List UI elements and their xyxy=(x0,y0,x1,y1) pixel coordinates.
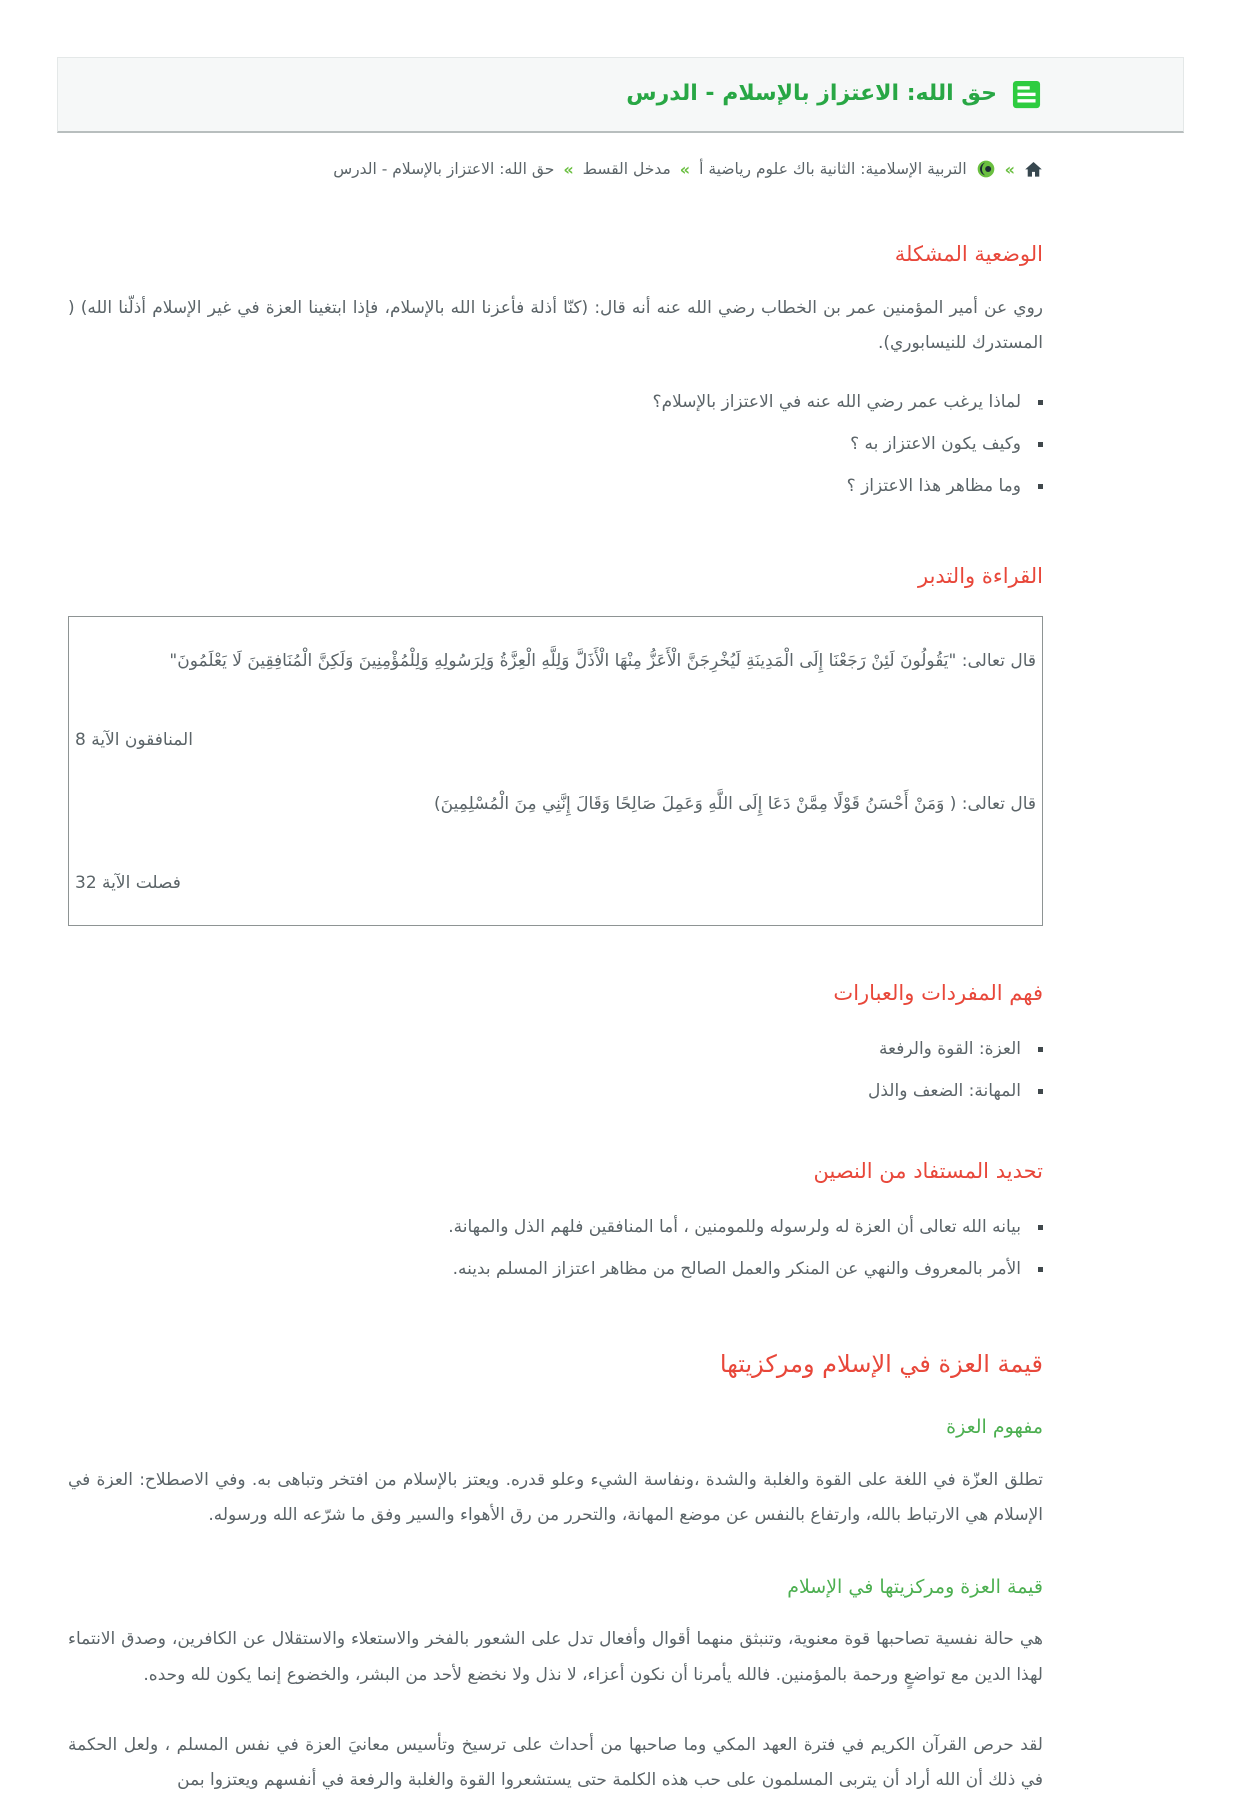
breadcrumb-separator: » xyxy=(679,159,691,179)
list-item: ▪ المهانة: الضعف والذل xyxy=(68,1077,1027,1106)
section-heading-problem: الوضعية المشكلة xyxy=(894,242,1043,266)
problem-questions-list xyxy=(68,388,1043,501)
quran-verses-box xyxy=(68,616,1043,926)
list-item: ▪ العزة: القوة والرفعة xyxy=(68,1035,1027,1064)
breadcrumb-separator: » xyxy=(563,159,574,179)
verse-text: قال تعالى: ( وَمَنْ أَحْسَنُ قَوْلًا مِمَّنْ دَعَا إِلَى اللَّهِ وَعَمِلَ صَالِحًا وَقَالَ إِنَّنِي مِنَ الْمُسْلِمِينَ) xyxy=(434,793,1036,814)
centrality-paragraph-2: لقد حرص القرآن الكريم في فترة العهد المكي وما صاحبها من أحداث على ترسيخ وتأسيس معانيَ العزة في نفس المسلم ، ولعل الحكمة في ذلك أن الله أراد أن يتربى المسلمون على حب هذه الكلمة حتى يستشعروا القوة والغلبة والرفعة في أنفسهم ويعتزوا بمن xyxy=(68,1734,1043,1791)
list-item: ▪ وكيف يكون الاعتزاز به ؟ xyxy=(68,430,1027,459)
concept-paragraph: تطلق العزّة في اللغة على القوة والغلبة والشدة ،ونفاسة الشيء وعلو قدره. ويعتز بالإسلام من افتخر وتباهى به. وفي الاصطلاح: العزة في الإسلام هي الارتباط بالله، وارتفاع بالنفس عن موضع المهانة، والتحرر من رق الأهواء والسير وفق ما شرّعه الله ورسوله. xyxy=(68,1469,1043,1526)
page-header xyxy=(57,57,1184,133)
section-heading-benefits: تحديد المستفاد من النصين xyxy=(813,1158,1043,1183)
verse-reference: فصلت الآية 32 xyxy=(75,873,181,894)
centrality-paragraph-1: هي حالة نفسية تصاحبها قوة معنوية، وتنبثق منهما أقوال وأفعال تدل على الشعور بالفخر والاستعلاء والاستقلال عن الكافرين، وصدق الانتماء لهذا الدين مع تواضعٍ ورحمة بالمؤمنين. فالله يأمرنا أن نكون أعزاء، لا نذل ولا نخضع لأحد من البشر، والخضوع إنما يكون لله وحده. xyxy=(68,1629,1043,1686)
breadcrumb-item-unit[interactable]: مدخل القسط xyxy=(582,160,671,178)
subheading-concept: مفهوم العزة xyxy=(946,1416,1043,1439)
benefits-list xyxy=(68,1213,1043,1284)
section-heading-value: قيمة العزة في الإسلام ومركزيتها xyxy=(719,1350,1043,1379)
problem-paragraph: روي عن أمير المؤمنين عمر بن الخطاب رضي الله عنه أنه قال: (كنّا أذلة فأعزنا الله بالإسلام، فإذا ابتغينا العزة في غير الإسلام أذلّنا الله) ( المستدرك للنيسابوري). xyxy=(68,297,1043,354)
subheading-centrality: قيمة العزة ومركزيتها في الإسلام xyxy=(787,1575,1043,1598)
list-icon xyxy=(1011,79,1042,110)
section-heading-vocabulary: فهم المفردات والعبارات xyxy=(833,980,1043,1005)
breadcrumb xyxy=(68,159,1043,179)
lesson-content xyxy=(68,239,1043,1799)
breadcrumb-item-subject[interactable]: التربية الإسلامية: الثانية باك علوم رياضية أ xyxy=(699,160,967,178)
breadcrumb-item-current: حق الله: الاعتزاز بالإسلام - الدرس xyxy=(333,160,555,178)
breadcrumb-separator: » xyxy=(1004,159,1015,179)
list-item: ▪ بيانه الله تعالى أن العزة له ولرسوله وللمومنين ، أما المنافقين فلهم الذل والمهانة. xyxy=(68,1213,1027,1242)
vocabulary-list xyxy=(68,1035,1043,1106)
list-item: ▪ لماذا يرغب عمر رضي الله عنه في الاعتزاز بالإسلام؟ xyxy=(68,388,1027,417)
category-icon[interactable] xyxy=(976,159,996,179)
home-icon[interactable] xyxy=(1024,160,1043,179)
section-heading-reading: القراءة والتدبر xyxy=(918,563,1043,588)
verse-reference: المنافقون الآية 8 xyxy=(75,730,193,751)
verse-text: قال تعالى: "يَقُولُونَ لَئِنْ رَجَعْنَا إِلَى الْمَدِينَةِ لَيُخْرِجَنَّ الْأَعَزُّ مِنْهَا الْأَذَلَّ وَلِلَّهِ الْعِزَّةُ وَلِرَسُولِهِ وَلِلْمُؤْمِنِينَ وَلَكِنَّ الْمُنَافِقِينَ لَا يَعْلَمُونَ" xyxy=(169,651,1036,672)
page-title: حق الله: الاعتزاز بالإسلام - الدرس xyxy=(626,81,997,107)
list-item: ▪ الأمر بالمعروف والنهي عن المنكر والعمل الصالح من مظاهر اعتزاز المسلم بدينه. xyxy=(68,1255,1027,1284)
list-item: ▪ وما مظاهر هذا الاعتزاز ؟ xyxy=(68,472,1027,501)
